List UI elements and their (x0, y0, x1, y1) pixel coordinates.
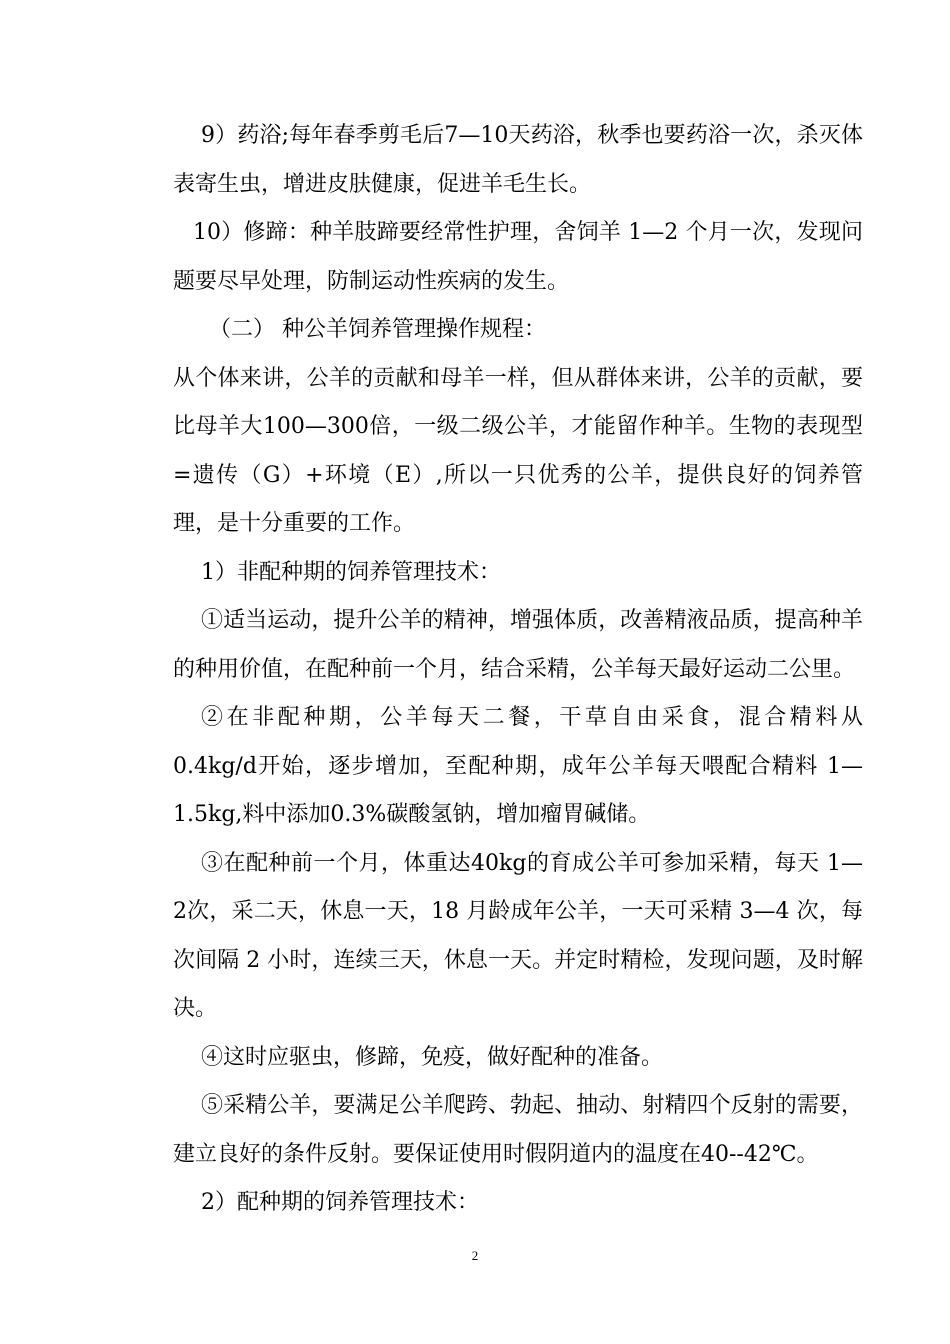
subheading-non-breeding-period: 1）非配种期的饲养管理技术： (201, 559, 501, 585)
subheading-breeding-period: 2）配种期的饲养管理技术： (201, 1190, 479, 1215)
section-heading-ram-management: （二） 种公羊饲养管理操作规程： (209, 317, 546, 342)
document-body (173, 112, 863, 1228)
paragraph-dip-bath: 9）药浴;每年春季剪毛后7—10天药浴，秋季也要药浴一次，杀灭体表寄生虫，增进皮肤健康，促进羊毛生长。 (173, 123, 863, 197)
list-item-feeding: ②在非配种期，公羊每天二餐，干草自由采食，混合精料从 0.4kg/d开始，逐步增加，至配种期，成年公羊每天喂配合精料 1—1.5kg,料中添加0.3%碳酸氢钠，增加瘤胃碱储。 (173, 705, 863, 827)
page-number: 2 (471, 1248, 479, 1263)
paragraph-ram-importance: 从个体来讲，公羊的贡献和母羊一样，但从群体来讲，公羊的贡献，要比母羊大100—300倍，一级二级公羊，才能留作种羊。生物的表现型=遗传（G）+环境（E）,所以一只优秀的公羊，提供良好的饲养管理，是十分重要的工作。 (173, 365, 863, 536)
list-item-conditioned-reflex: ⑤采精公羊，要满足公羊爬跨、勃起、抽动、射精四个反射的需要，建立良好的条件反射。要保证使用时假阴道内的温度在40--42℃。 (173, 1093, 863, 1167)
list-item-deworming: ④这时应驱虫，修蹄，免疫，做好配种的准备。 (201, 1044, 664, 1070)
list-item-exercise: ①适当运动，提升公羊的精神，增强体质，改善精液品质，提高种羊的种用价值，在配种前一个月，结合采精，公羊每天最好运动二公里。 (173, 608, 863, 682)
paragraph-hoof-trimming: 10）修蹄：种羊肢蹄要经常性护理，舍饲羊 1—2 个月一次，发现问题要尽早处理，防制运动性疾病的发生。 (173, 220, 863, 294)
list-item-semen-collection: ③在配种前一个月，体重达40kg的育成公羊可参加采精，每天 1—2次，采二天，休息一天，18 月龄成年公羊，一天可采精 3—4 次，每次间隔 2 小时，连续三天，休息一天。并定时精检，发现问题，及时解决。 (173, 850, 863, 1021)
